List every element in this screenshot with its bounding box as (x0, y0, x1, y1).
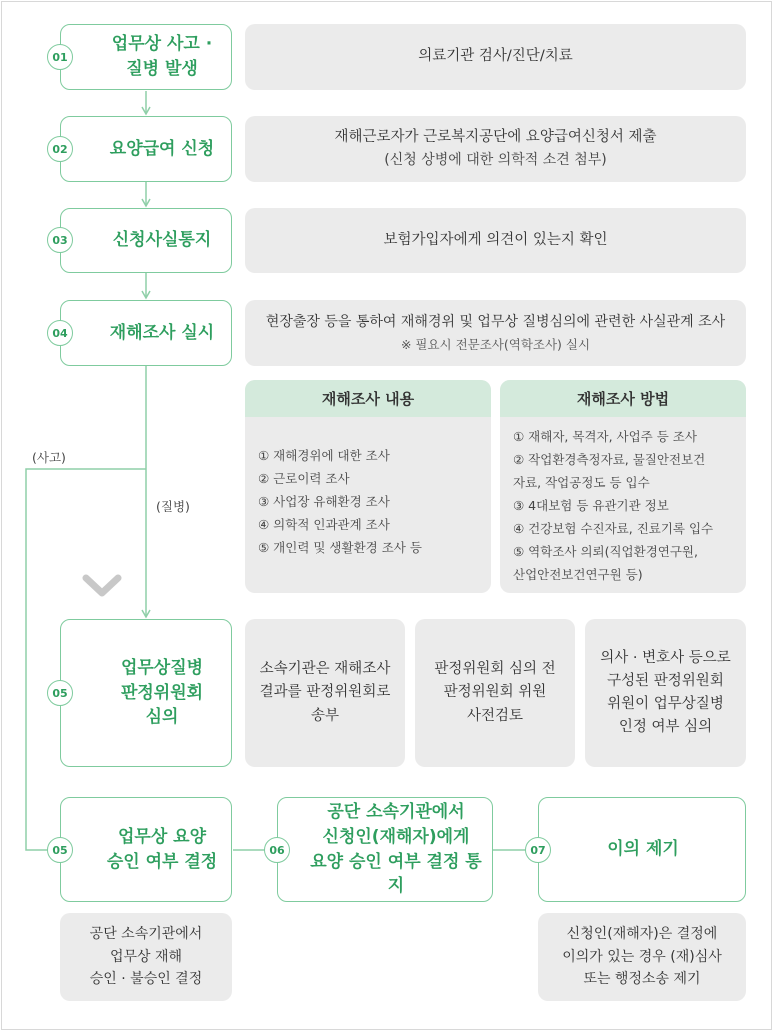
list-item: ④ 건강보험 수진자료, 진료기록 입수 (513, 521, 714, 536)
step-04-box (60, 300, 232, 366)
committee-box-2 (415, 619, 575, 767)
step-07-note (538, 913, 746, 1001)
step-02-desc-sub: (신청 상병에 대한 의학적 소견 첨부) (384, 152, 607, 169)
committee-box-1-text: 소속기관은 재해조사 결과를 판정위원회로 송부 (259, 661, 391, 724)
investigation-method-panel (500, 380, 746, 593)
list-item: ③ 사업장 유해환경 조사 (258, 494, 390, 509)
step-04-label: 재해조사 실시 (109, 322, 215, 343)
branch-label-accident: (사고) (32, 450, 66, 465)
branch-label-disease: (질병) (156, 499, 190, 514)
investigation-content-list (245, 417, 491, 559)
list-item: ⑤ 개인력 및 생활환경 조사 등 (258, 540, 422, 555)
step-01-label: 업무상 사고 · 질병 발생 (111, 34, 213, 79)
step-02-number: 02 (47, 136, 73, 162)
step-05a-number: 05 (47, 680, 73, 706)
chevron-down-icon (86, 578, 118, 593)
step-01-number: 01 (47, 44, 73, 70)
list-item: ① 재해경위에 대한 조사 (258, 448, 390, 463)
step-02-desc-text: 재해근로자가 근로복지공단에 요양급여신청서 제출 (334, 129, 657, 146)
list-item: ④ 의학적 인과관계 조사 (258, 517, 390, 532)
investigation-method-title: 재해조사 방법 (500, 380, 746, 417)
step-07-number: 07 (525, 837, 551, 863)
committee-box-1 (245, 619, 405, 767)
step-07-note-text: 신청인(재해자)은 결정에 이의가 있는 경우 (재)심사 또는 행정소송 제기 (562, 926, 722, 988)
step-04-description (245, 300, 746, 366)
step-04-number: 04 (47, 320, 73, 346)
step-03-number: 03 (47, 227, 73, 253)
step-04-desc-sub: ※ 필요시 전문조사(역학조사) 실시 (400, 337, 591, 353)
committee-box-3 (585, 619, 746, 767)
step-03-label: 신청사실통지 (112, 230, 212, 251)
step-07-label: 이의 제기 (607, 839, 679, 860)
step-03-description (245, 208, 746, 273)
step-02-label: 요양급여 신청 (109, 138, 215, 159)
step-05b-box (60, 797, 232, 902)
step-05a-label: 업무상질병 판정위원회 심의 (120, 658, 204, 728)
step-06-box (277, 797, 493, 902)
step-05b-note-text: 공단 소속기관에서 업무상 재해 승인 · 불승인 결정 (89, 926, 203, 988)
step-05a-box (60, 619, 232, 767)
step-01-desc-text: 의료기관 검사/진단/치료 (418, 48, 573, 65)
step-03-box (60, 208, 232, 273)
step-05b-note (60, 913, 232, 1001)
step-07-box (538, 797, 746, 902)
investigation-method-list (500, 417, 746, 586)
step-06-number: 06 (264, 837, 290, 863)
step-01-box (60, 24, 232, 90)
step-05b-label: 업무상 요양 승인 여부 결정 (106, 826, 218, 872)
step-02-description (245, 116, 746, 182)
step-05b-number: 05 (47, 837, 73, 863)
committee-box-3-text: 의사 · 변호사 등으로 구성된 판정위원회 위원이 업무상질병 인정 여부 심의 (600, 649, 731, 736)
committee-box-2-text: 판정위원회 심의 전 판정위원회 위원 사전검토 (434, 661, 556, 724)
investigation-content-title: 재해조사 내용 (245, 380, 491, 417)
step-06-label: 공단 소속기관에서 신청인(재해자)에게 요양 승인 여부 결정 통지 (310, 802, 482, 897)
list-item: ③ 4대보험 등 유관기관 정보 (513, 498, 669, 513)
investigation-content-panel (245, 380, 491, 593)
list-item: ① 재해자, 목격자, 사업주 등 조사 (513, 429, 697, 444)
step-03-desc-text: 보험가입자에게 의견이 있는지 확인 (383, 231, 608, 248)
step-01-description (245, 24, 746, 90)
list-item: ② 작업환경측정자료, 물질안전보건 자료, 작업공정도 등 입수 (513, 452, 706, 490)
step-04-desc-text: 현장출장 등을 통하여 재해경위 및 업무상 질병심의에 관련한 사실관계 조사 (265, 313, 726, 330)
step-02-box (60, 116, 232, 182)
list-item: ⑤ 역학조사 의뢰(직업환경연구원, 산업안전보건연구원 등) (513, 544, 698, 582)
list-item: ② 근로이력 조사 (258, 471, 350, 486)
